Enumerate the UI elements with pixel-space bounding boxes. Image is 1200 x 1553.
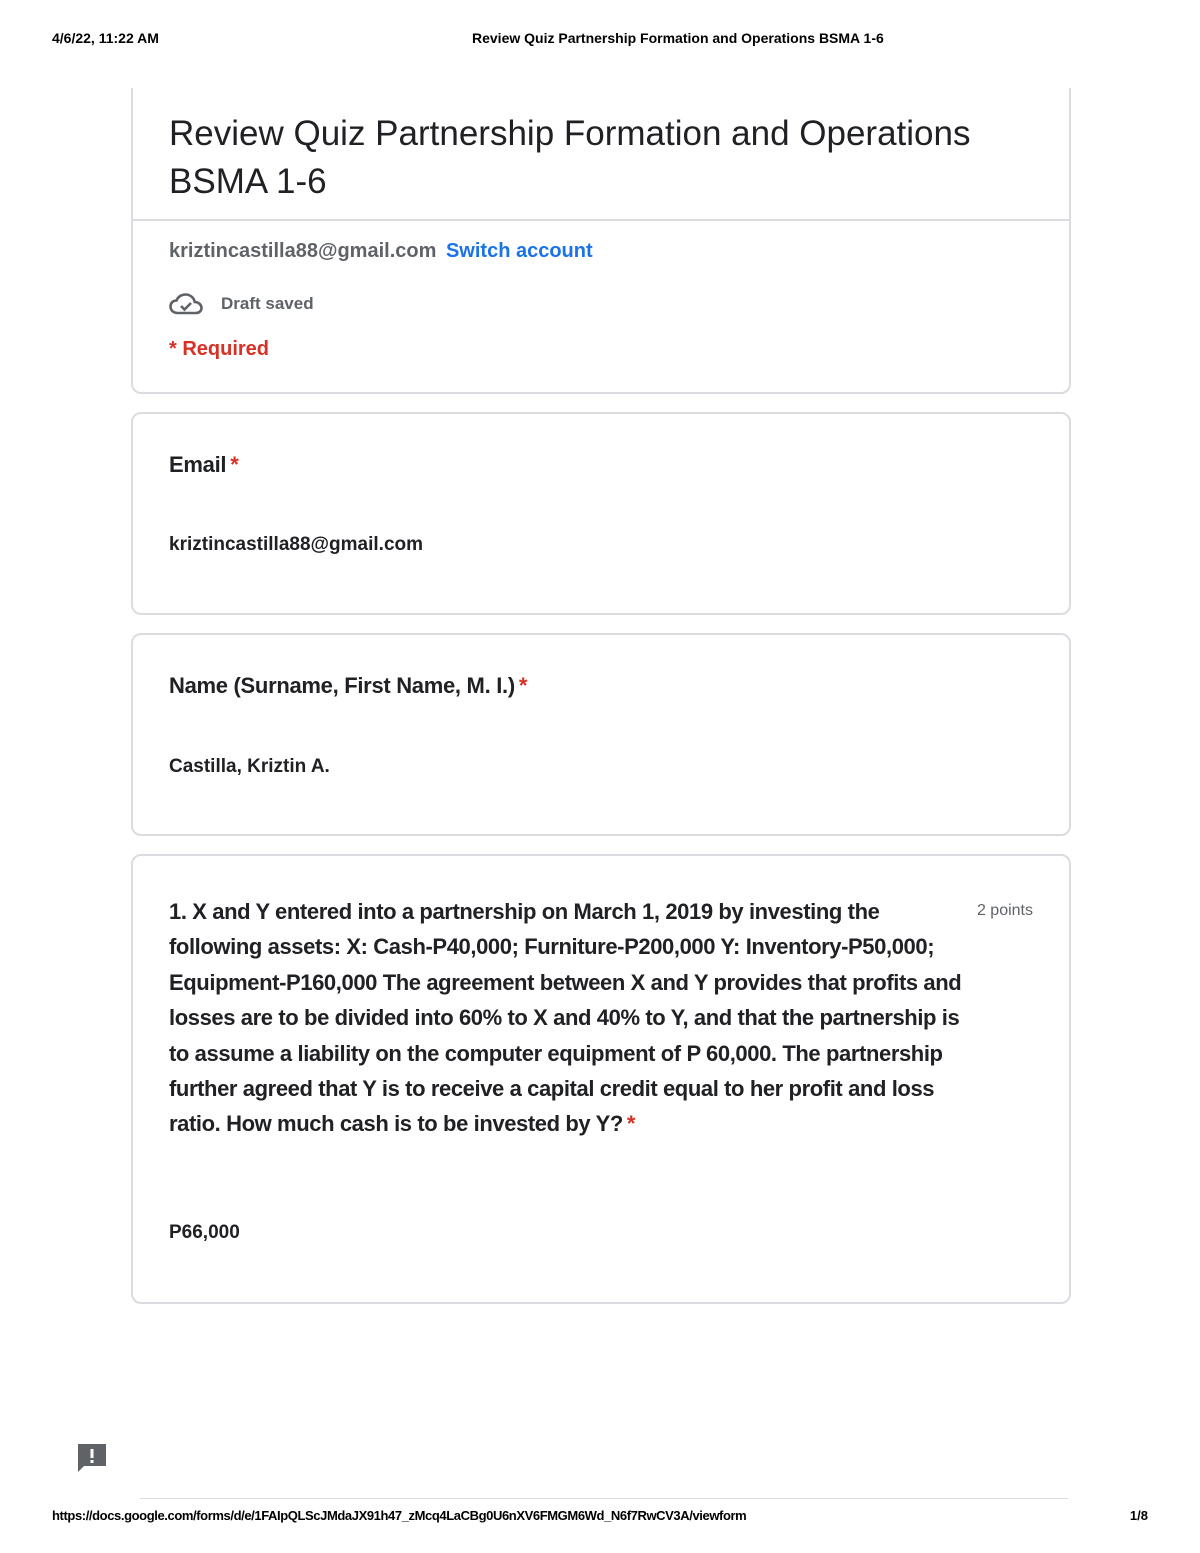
print-header (52, 30, 1148, 50)
switch-account-link[interactable]: Switch account (445, 240, 593, 262)
question-label-text: Name (Surname, First Name, M. I.) (169, 673, 515, 698)
question-card-1 (131, 854, 1071, 1304)
email-answer: kriztincastilla88@gmail.com (169, 534, 424, 555)
question-label-text: Email (169, 452, 227, 477)
question-card-email (131, 412, 1071, 615)
question-label (169, 452, 238, 478)
print-datetime: 4/6/22, 11:22 AM (52, 30, 159, 46)
required-asterisk: * (626, 1111, 636, 1137)
required-asterisk: * (230, 452, 239, 477)
form-header-card (131, 88, 1071, 394)
print-url: https://docs.google.com/forms/d/e/1FAIpQLScJMdaJX91h47_zMcq4LaCBg0U6nXV6FMGM6Wd_N6f7RwCV3A/viewform (52, 1508, 747, 1523)
name-answer: Castilla, Kriztin A. (169, 756, 330, 777)
footer-divider (140, 1498, 1068, 1499)
account-row (169, 240, 593, 263)
question-points: 2 points (976, 902, 1033, 919)
cloud-check-icon (169, 293, 203, 315)
report-feedback-icon[interactable] (76, 1442, 108, 1474)
question-card-name (131, 633, 1071, 836)
draft-status-text: Draft saved (221, 294, 314, 313)
question-label-text: 1. X and Y entered into a partnership on March 1, 2019 by investing the following assets: X: Cash-P40,000; Furniture-P200,000 Y: Inventory-P50,000; Equipment-P160,000 The agreement between X and Y provides that profits and losses are to be divided into 60% to X and 40% to Y, and that the partnership is to assume a liability on the computer equipment of P 60,000. The partnership further agreed that Y is to receive a capital credit equal to her profit and loss ratio. How much cash is to be invested by Y? (169, 899, 962, 1137)
title-divider (133, 219, 1069, 221)
required-note: * Required (169, 338, 270, 360)
draft-status (169, 292, 314, 316)
print-page-title: Review Quiz Partnership Formation and Operations BSMA 1-6 (472, 30, 884, 46)
question-label (169, 673, 527, 699)
account-email: kriztincastilla88@gmail.com (169, 240, 437, 262)
required-asterisk: * (518, 673, 528, 698)
question-answer: P66,000 (169, 1222, 240, 1243)
page-number: 1/8 (1129, 1508, 1148, 1523)
question-text (169, 894, 969, 1142)
form-title: Review Quiz Partnership Formation and Operations BSMA 1-6 (169, 114, 971, 201)
